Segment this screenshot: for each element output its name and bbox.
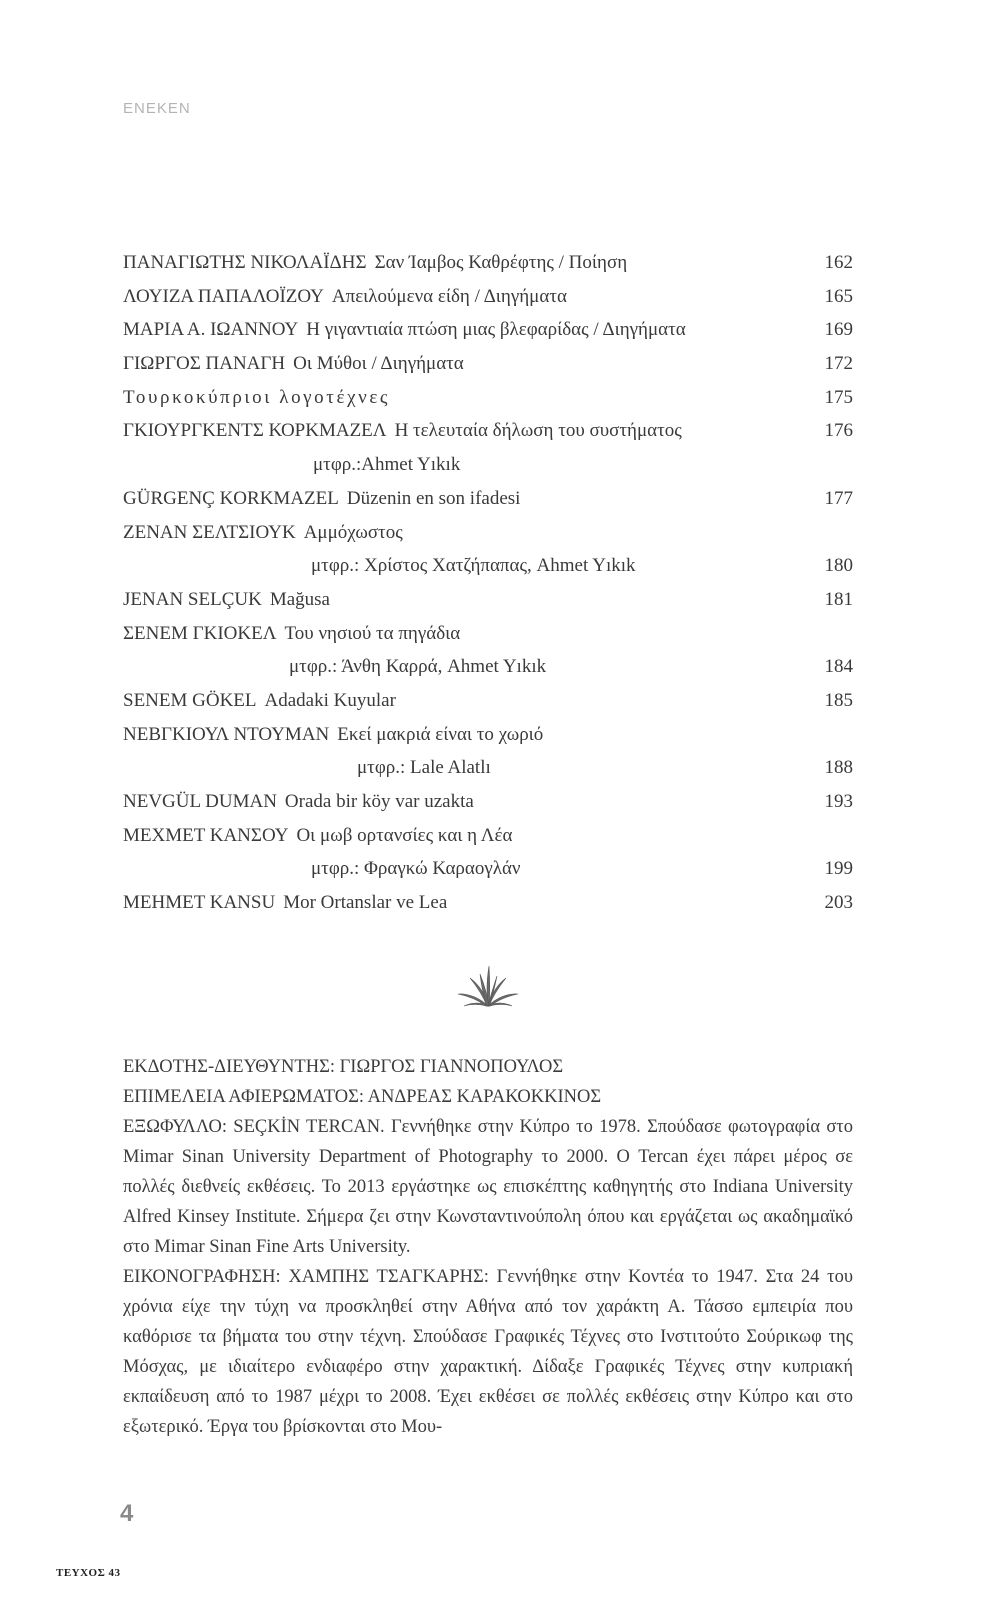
toc-entry	[123, 246, 853, 280]
toc-author: ΜΕΧΜΕΤ ΚΑΝΣΟΥ	[123, 824, 289, 846]
toc-translator: μτφρ.: Χρίστος Χατζήπαπας, Ahmet Yıkık	[311, 555, 636, 577]
toc-page: 177	[824, 487, 853, 509]
toc-translator-line	[123, 448, 853, 482]
toc-author: NEVGÜL DUMAN	[123, 791, 277, 812]
toc-title: Orada bir köy var uzakta	[284, 791, 474, 812]
masthead: ΕΝΕΚΕΝ	[123, 100, 191, 117]
toc-title: Düzenin en son ifadesi	[346, 487, 521, 509]
toc-section-heading	[123, 381, 853, 415]
toc-author: ΛΟΥΙΖΑ ΠΑΠΑΛΟΪΖΟΥ	[123, 285, 324, 307]
editor-line: ΕΠΙΜΕΛΕΙΑ ΑΦΙΕΡΩΜΑΤΟΣ: ΑΝΔΡΕΑΣ ΚΑΡΑΚΟΚΚΙΝΟΣ	[123, 1087, 602, 1107]
toc-translator: μτφρ.:Ahmet Yıkık	[313, 454, 461, 476]
toc-entry	[123, 886, 853, 920]
agave-plant-icon	[456, 960, 520, 1010]
toc-translator: μτφρ.: Φραγκώ Καραογλάν	[311, 858, 521, 880]
toc-title: Η γιγαντιαία πτώση μιας βλεφαρίδας / Διηγήματα	[306, 319, 686, 341]
toc-translator: μτφρ.: Lale Alatlı	[357, 757, 491, 779]
toc-page: 188	[824, 757, 853, 779]
toc-section-title: Τουρκοκύπριοι λογοτέχνες	[123, 386, 391, 408]
toc-entry	[123, 313, 853, 347]
toc-entry	[123, 617, 853, 651]
page-number: 4	[120, 1500, 134, 1527]
toc-page: 203	[824, 892, 853, 914]
toc-author: ΠΑΝΑΓΙΩΤΗΣ ΝΙΚΟΛΑΪΔΗΣ	[123, 252, 367, 273]
toc-entry	[123, 583, 853, 617]
toc-title: Adadaki Kuyular	[264, 689, 396, 711]
toc-author: ΓΚΙΟΥΡΓΚΕΝΤΣ ΚΟΡΚΜΑΖΕΛ	[123, 420, 387, 442]
toc-title: Σαν Ίαμβος Καθρέφτης / Ποίηση	[374, 252, 628, 273]
toc-page: 175	[824, 386, 853, 408]
toc-title: Αμμόχωστος	[303, 521, 403, 543]
toc-author: ΣΕΝΕΜ ΓΚΙΟΚΕΛ	[123, 622, 277, 644]
toc-entry	[123, 684, 853, 718]
toc-entry	[123, 482, 853, 516]
toc-author: ΓΙΩΡΓΟΣ ΠΑΝΑΓΗ	[123, 353, 286, 375]
toc-title: Η τελευταία δήλωση του συστήματος	[394, 420, 682, 442]
cover-credit: ΕΞΩΦΥΛΛΟ: SEÇKİN TERCAN. Γεννήθηκε στην Κύπρο το 1978. Σπούδασε φωτογραφία στο Mimar Sinan University Department of Photography το 2000. Ο Tercan έχει πάρει μέρος σε πολλές διεθνείς εκθέσεις. Το 2013 εργάστηκε ως επισκέπτης καθηγητής στο Indiana University Alfred Kinsey Institute. Σήμερα ζει στην Κωνσταντινούπολη όπου και εργάζεται ως ακαδημαϊκό στο Mimar Sinan Fine Arts University.	[123, 1117, 853, 1257]
toc-entry	[123, 819, 853, 853]
toc-entry	[123, 516, 853, 550]
toc-page: 176	[824, 420, 853, 442]
toc-page: 169	[824, 319, 853, 341]
toc-translator-line	[123, 549, 853, 583]
toc-entry	[123, 718, 853, 752]
toc-title: Οι μωβ ορτανσίες και η Λέα	[296, 824, 513, 846]
toc-translator-line	[123, 650, 853, 684]
toc-page: 185	[824, 689, 853, 711]
illustration-credit: ΕΙΚΟΝΟΓΡΑΦΗΣΗ: ΧΑΜΠΗΣ ΤΣΑΓΚΑΡΗΣ: Γεννήθηκε στην Κοντέα το 1947. Στα 24 του χρόνια είχε την τύχη να προσκληθεί στην Αθήνα από τον χαράκτη Α. Τάσσο εμπειρία που καθόρισε τα βήματα του στην τέχνη. Σπούδασε Γραφικές Τέχνες στο Ινστιτούτο Σούρικωφ της Μόσχας, με ιδιαίτερο ενδιαφέρο στην χαρακτική. Δίδαξε Γραφικές Τέχνες στην κυπριακή εκπαίδευση από το 1987 μέχρι το 2008. Έχει εκθέσει σε πολλές εκθέσεις στην Κύπρο και στο εξωτερικό. Έργα του βρίσκονται στο Μου-	[123, 1267, 853, 1437]
publisher-line: ΕΚΔΟΤΗΣ-ΔΙΕΥΘΥΝΤΗΣ: ΓΙΩΡΓΟΣ ΓΙΑΝΝΟΠΟΥΛΟΣ	[123, 1057, 564, 1077]
toc-entry	[123, 347, 853, 381]
toc-title: Του νησιού τα πηγάδια	[284, 622, 461, 644]
toc-page: 172	[824, 353, 853, 375]
issue-label: ΤΕΥΧΟΣ 43	[56, 1567, 121, 1579]
toc-author: GÜRGENÇ KORKMAZEL	[123, 487, 339, 509]
toc-page: 199	[824, 858, 853, 880]
colophon	[123, 1052, 853, 1442]
toc-author: ΖΕΝΑΝ ΣΕΛΤΣΙΟΥΚ	[123, 521, 296, 543]
toc-page: 165	[824, 285, 853, 307]
toc-author: MEHMET KANSU	[123, 892, 276, 914]
toc-page: 162	[824, 252, 853, 273]
toc-translator-line	[123, 852, 853, 886]
toc-translator-line	[123, 751, 853, 785]
toc-title: Οι Μύθοι / Διηγήματα	[293, 353, 464, 375]
toc-title: Εκεί μακριά είναι το χωριό	[337, 723, 544, 745]
toc-author: SENEM GÖKEL	[123, 689, 257, 711]
toc-author: ΜΑΡΙΑ Α. ΙΩΑΝΝΟΥ	[123, 319, 299, 341]
toc-author: JENAN SELÇUK	[123, 588, 262, 610]
toc-page: 184	[824, 656, 853, 678]
toc-title: Απειλούμενα είδη / Διηγήματα	[331, 285, 567, 307]
toc-entry	[123, 414, 853, 448]
toc-author: ΝΕΒΓΚΙΟΥΛ ΝΤΟΥΜΑΝ	[123, 723, 330, 745]
toc-translator: μτφρ.: Άνθη Καρρά, Ahmet Yıkık	[289, 656, 547, 678]
toc-page: 181	[824, 588, 853, 610]
toc-title: Mağusa	[269, 588, 330, 610]
table-of-contents	[123, 246, 853, 920]
toc-page: 193	[824, 791, 853, 812]
toc-entry	[123, 280, 853, 314]
toc-page: 180	[824, 555, 853, 577]
toc-title: Mor Ortanslar ve Lea	[283, 892, 448, 914]
toc-entry	[123, 785, 853, 819]
